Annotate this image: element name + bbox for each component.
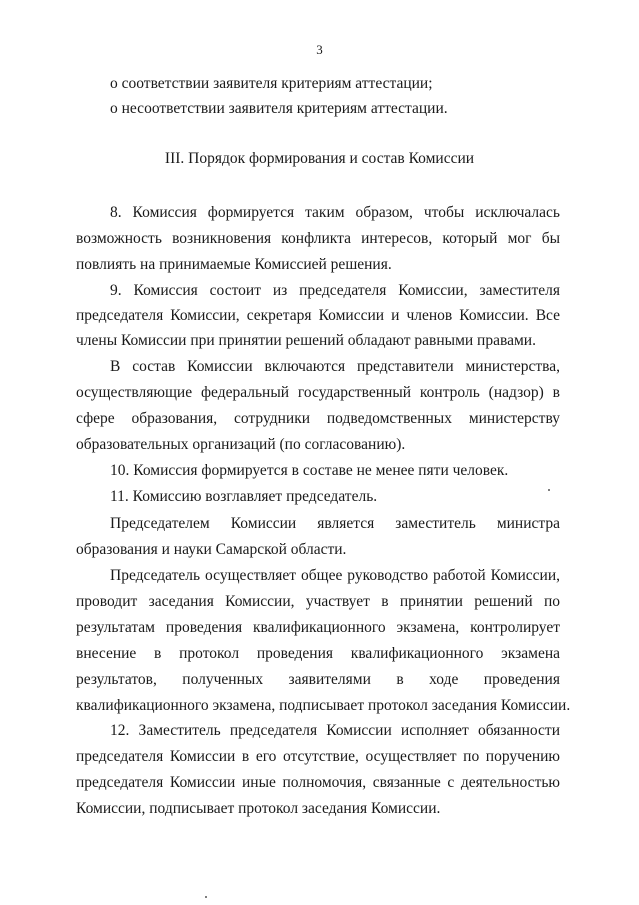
paragraph-line: квалификационного экзамена, подписывает протокол заседания Комиссии. xyxy=(76,697,571,714)
section-heading: III. Порядок формирования и состав Комиссии xyxy=(164,150,475,167)
page-number: 3 xyxy=(316,42,323,57)
paragraph-line: 9. Комиссия состоит из председателя Комиссии, заместителя xyxy=(110,282,560,299)
scan-speck xyxy=(548,489,550,491)
paragraph-line: результатам проведения квалификационного экзамена, контролирует xyxy=(76,619,560,636)
paragraph-line: Председатель осуществляет общее руководство работой Комиссии, xyxy=(110,567,560,584)
paragraph-line: осуществляющие федеральный государственный контроль (надзор) в xyxy=(76,384,560,401)
paragraph-line: 12. Заместитель председателя Комиссии исполняет обязанности xyxy=(110,722,560,739)
paragraph-line: В состав Комиссии включаются представители министерства, xyxy=(110,358,560,375)
paragraph-line: проводит заседания Комиссии, участвует в принятии решений по xyxy=(76,593,560,610)
paragraph-line: результатов, полученных заявителями в ходе проведения xyxy=(76,671,560,688)
text-line: о несоответствии заявителя критериям аттестации. xyxy=(110,100,448,117)
paragraph-line: члены Комиссии при принятии решений обладают равными правами. xyxy=(76,332,536,349)
paragraph-line: 11. Комиссию возглавляет председатель. xyxy=(110,488,378,505)
paragraph-line: Комиссии, подписывает протокол заседания Комиссии. xyxy=(76,800,441,817)
paragraph-line: образовательных организаций (по согласованию). xyxy=(76,436,406,453)
paragraph-line: возможность возникновения конфликта интересов, который мог бы xyxy=(76,230,560,247)
paragraph-line: председателя Комиссии, секретаря Комиссии и членов Комиссии. Все xyxy=(76,307,560,324)
text-line: о соответствии заявителя критериям аттестации; xyxy=(110,75,433,92)
scan-speck xyxy=(205,896,207,898)
paragraph-line: повлиять на принимаемые Комиссией решения. xyxy=(76,256,392,273)
paragraph-line: председателя Комиссии иные полномочия, связанные с деятельностью xyxy=(76,774,560,791)
paragraph-line: 10. Комиссия формируется в составе не менее пяти человек. xyxy=(110,462,509,479)
paragraph-line: сфере образования, сотрудники подведомственных министерству xyxy=(76,410,560,427)
paragraph-line: председателя Комиссии в его отсутствие, осуществляет по поручению xyxy=(76,748,560,765)
paragraph-line: образования и науки Самарской области. xyxy=(76,541,347,558)
paragraph-line: 8. Комиссия формируется таким образом, чтобы исключалась xyxy=(110,204,560,221)
paragraph-line: внесение в протокол проведения квалификационного экзамена xyxy=(76,645,560,662)
paragraph-line: Председателем Комиссии является заместитель министра xyxy=(110,515,560,532)
